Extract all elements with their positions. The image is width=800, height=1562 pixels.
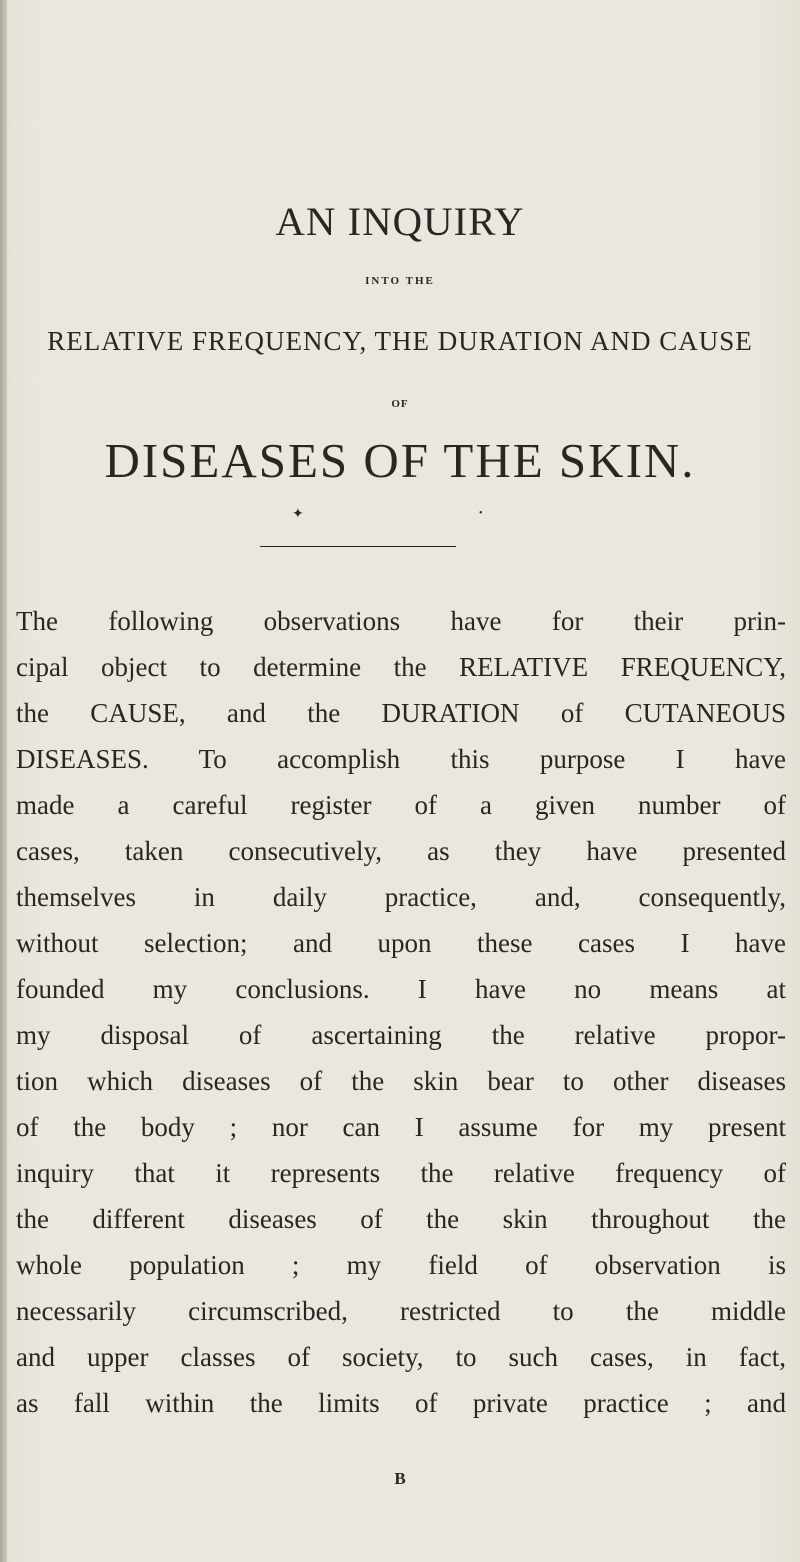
body-line: themselves in daily practice, and, consequently,: [16, 882, 786, 912]
body-line: the CAUSE, and the DURATION of CUTANEOUS: [16, 698, 786, 728]
body-line: my disposal of ascertaining the relative propor-: [16, 1020, 786, 1050]
body-line: tion which diseases of the skin bear to other diseases: [16, 1066, 786, 1096]
body-line: necessarily circumscribed, restricted to the middle: [16, 1296, 786, 1326]
body-line: of the body ; nor can I assume for my present: [16, 1112, 786, 1142]
body-line: whole population ; my field of observation is: [16, 1250, 786, 1280]
body-line: DISEASES. To accomplish this purpose I have: [16, 744, 786, 774]
body-line: inquiry that it represents the relative frequency of: [16, 1158, 786, 1188]
signature-mark: B: [394, 1469, 406, 1488]
body-line: founded my conclusions. I have no means at: [16, 974, 786, 1004]
body-line: cases, taken consecutively, as they have presented: [16, 836, 786, 866]
body-line: the different diseases of the skin throughout the: [16, 1204, 786, 1234]
ornament-mark-icon: ✦: [292, 507, 304, 522]
page-title: AN INQUIRY: [275, 199, 525, 244]
main-title: DISEASES OF THE SKIN.: [104, 433, 696, 488]
ornament-dot-icon: •: [479, 508, 483, 519]
title-connector-into: INTO THE: [365, 275, 435, 287]
title-connector-of: OF: [391, 398, 409, 410]
body-line: and upper classes of society, to such cases, in fact,: [16, 1342, 786, 1372]
body-line: made a careful register of a given number of: [16, 790, 786, 820]
page-subtitle: RELATIVE FREQUENCY, THE DURATION AND CAUSE: [47, 326, 753, 356]
body-line: cipal object to determine the RELATIVE FREQUENCY,: [16, 652, 786, 682]
body-line: as fall within the limits of private practice ; and: [16, 1388, 786, 1418]
body-line: without selection; and upon these cases I have: [16, 928, 786, 958]
title-divider-rule: [260, 546, 456, 547]
body-line: The following observations have for their prin-: [16, 606, 786, 636]
